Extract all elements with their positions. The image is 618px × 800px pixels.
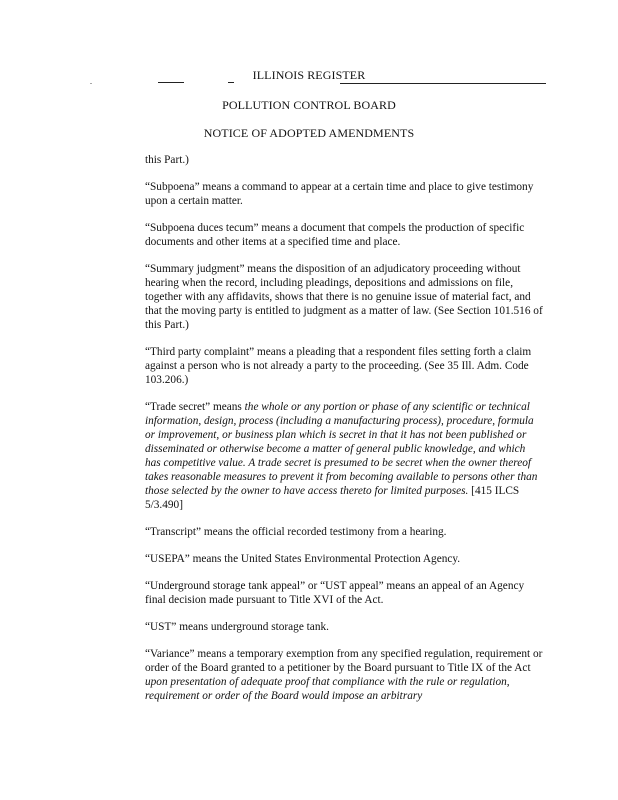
- header-rule-right: [340, 83, 546, 84]
- definition-variance: [145, 647, 543, 703]
- notice-title: NOTICE OF ADOPTED AMENDMENTS: [203, 126, 415, 140]
- definition-summary-judgment: “Summary judgment” means the disposition of an adjudicatory proceeding without hearing when the record, including pleadings, depositions and admissions on file, together with any affidavits, shows that there is no genuine issue of material fact, and that the moving party is entitled to judgment as a matter of law. (See Section 101.516 of this Part.): [145, 263, 543, 331]
- variance-plain-text: “Variance” means a temporary exemption from any specified regulation, requirement or order of the Board granted to a petitioner by the Board pursuant to Title IX of the Act: [145, 648, 543, 674]
- definition-ust: “UST” means underground storage tank.: [145, 621, 329, 633]
- register-title: ILLINOIS REGISTER: [252, 68, 366, 82]
- paragraph-continuation: this Part.): [145, 154, 189, 166]
- definition-trade-secret: [145, 400, 543, 512]
- board-title: POLLUTION CONTROL BOARD: [222, 98, 396, 112]
- definition-subpoena: “Subpoena” means a command to appear at a certain time and place to give testimony upon a certain matter.: [145, 181, 534, 207]
- definition-subpoena-duces-tecum: “Subpoena duces tecum” means a document that compels the production of specific documents and other items at a specified time and place.: [145, 222, 525, 248]
- trade-secret-citation: [415 ILCS 5/3.490]: [145, 485, 520, 511]
- definition-usepa: “USEPA” means the United States Environmental Protection Agency.: [145, 553, 461, 565]
- definition-third-party-complaint: “Third party complaint” means a pleading that a respondent files setting forth a claim against a person who is not already a party to the proceeding. (See 35 Ill. Adm. Code 103.206.): [145, 346, 532, 386]
- definition-transcript: “Transcript” means the official recorded testimony from a hearing.: [145, 526, 447, 538]
- definition-ust-appeal: “Underground storage tank appeal” or “UST appeal” means an appeal of an Agency final decision made pursuant to Title XVI of the Act.: [145, 580, 525, 606]
- margin-mark: .: [90, 77, 92, 86]
- trade-secret-term: “Trade secret” means: [145, 401, 245, 413]
- document-body: [145, 153, 543, 716]
- variance-statutory-text: upon presentation of adequate proof that compliance with the rule or regulation, requirement or order of the Board would impose an arbitrary: [145, 676, 510, 702]
- trade-secret-statutory-text: the whole or any portion or phase of any scientific or technical information, design, process (including a manufacturing process), procedure, formula or improvement, or business plan which is secret in that it has not been published or disseminated or otherwise become a matter of general public knowledge, and which has competitive value. A trade secret is presumed to be secret when the owner thereof takes reasonable measures to prevent it from becoming available to persons other than those selected by the owner to have access thereto for limited purposes.: [145, 401, 538, 497]
